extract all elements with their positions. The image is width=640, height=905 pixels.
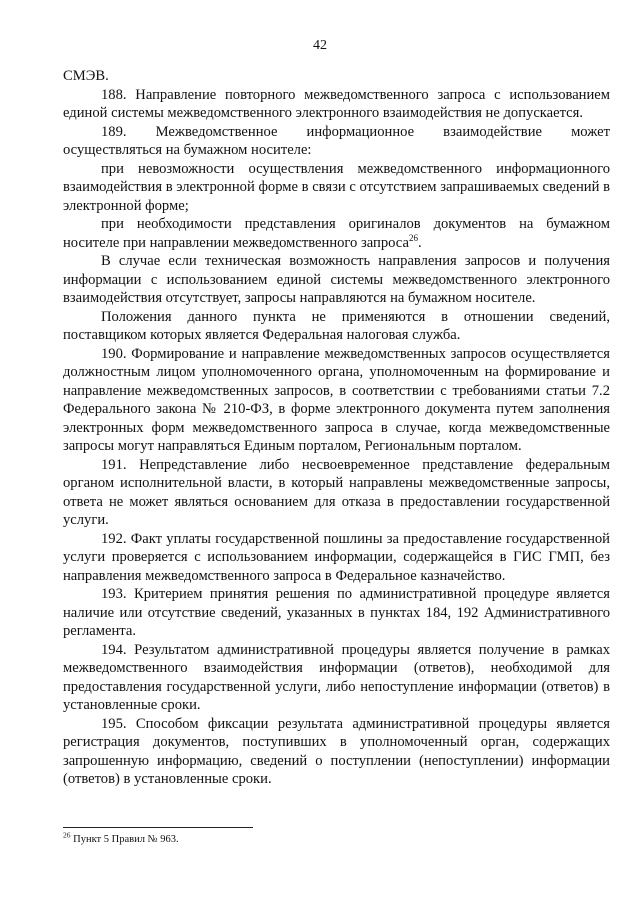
paragraph-189-no-smev: В случае если техническая возможность направления запросов и получения информации с использованием единой системы межведомственного электронного взаимодействия отсутствует, запросы направляются на бумажном носителе. (63, 253, 610, 306)
paragraph-188: 188. Направление повторного межведомственного запроса с использованием единой системы межведомственного электронного взаимодействия не допускается. (63, 86, 610, 121)
footnote-26 (63, 830, 463, 846)
footnote-ref-26[interactable]: 26 (408, 232, 418, 243)
page-number: 42 (313, 38, 327, 53)
body-text (63, 67, 610, 789)
paragraph-189-case-2-text: при необходимости представления оригиналов документов на бумажном носителе при направлении межведомственного запроса (63, 216, 610, 251)
paragraph-190: 190. Формирование и направление межведомственных запросов осуществляется должностным лицом уполномоченного органа, уполномоченным на формирование и направление межведомственных запросов, в соответствии с требованиями статьи 7.2 Федерального закона № 210-ФЗ, в форме электронного документа путем заполнения электронных форм межведомственного запроса в случае, когда межведомственные запросы могут направляться Единым порталом, Региональным порталом. (63, 345, 610, 454)
paragraph-193: 193. Критерием принятия решения по административной процедуре является наличие или отсутствие сведений, указанных в пунктах 184, 192 Административного регламента. (63, 586, 610, 639)
paragraph-continuation: СМЭВ. (63, 68, 109, 84)
paragraph-189: 189. Межведомственное информационное взаимодействие может осуществляться на бумажном носителе: (63, 123, 610, 158)
footnote-text: Пункт 5 Правил № 963. (70, 834, 179, 845)
footnote-mark: 26 (63, 830, 71, 840)
paragraph-189-case-2-tail: . (417, 234, 422, 251)
paragraph-195: 195. Способом фиксации результата административной процедуры является регистрация документов, поступивших в уполномоченный орган, содержащих запрошенную информацию, сведений о поступлении (непоступлении) информации (ответов) в установленные сроки. (63, 715, 610, 787)
paragraph-191: 191. Непредставление либо несвоевременное представление федеральным органом исполнительной власти, в который направлены межведомственные запросы, ответа не может являться основанием для отказа в предоставлении государственной услуги. (63, 456, 610, 528)
footnote-divider (63, 827, 253, 828)
paragraph-189-fns: Положения данного пункта не применяются в отношении сведений, поставщиком которых является Федеральная налоговая служба. (63, 308, 610, 343)
paragraph-189-case-1: при невозможности осуществления межведомственного информационного взаимодействия в электронной форме в связи с отсутствием запрашиваемых сведений в электронной форме; (63, 160, 610, 214)
paragraph-189-case-2 (63, 215, 610, 252)
paragraph-192: 192. Факт уплаты государственной пошлины за предоставление государственной услуги проверяется с использованием информации, содержащейся в ГИС ГМП, без направления межведомственного запроса в Федеральное казначейство. (63, 530, 610, 584)
paragraph-194: 194. Результатом административной процедуры является получение в рамках межведомственного взаимодействия информации (ответов), необходимой для предоставления государственной услуги, либо непоступление информации (ответов) в установленные сроки. (63, 641, 610, 713)
